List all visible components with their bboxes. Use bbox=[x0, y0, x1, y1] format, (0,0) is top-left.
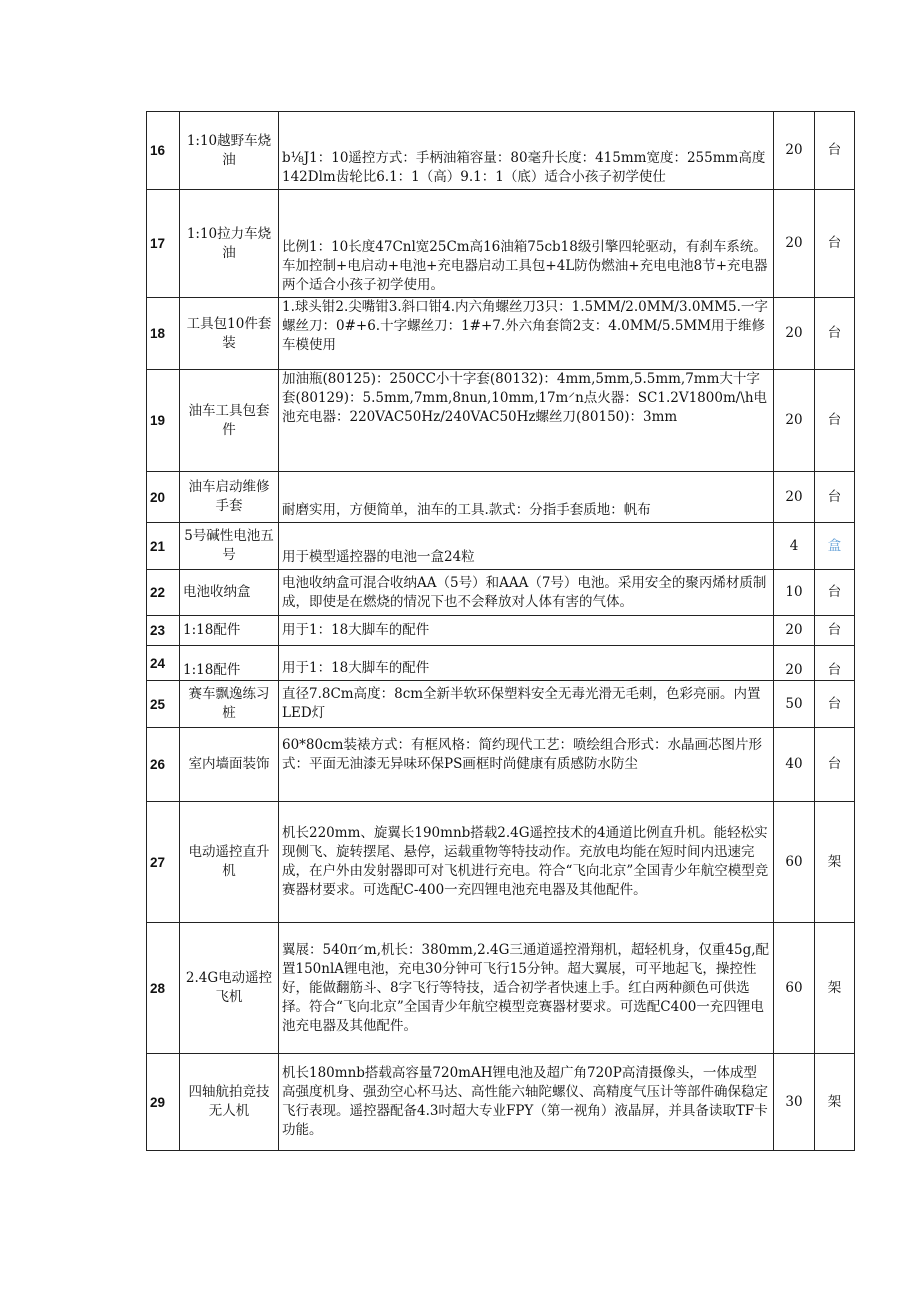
table-row bbox=[147, 472, 855, 523]
item-unit: 台 bbox=[815, 112, 855, 190]
table-row bbox=[147, 112, 855, 190]
item-unit: 台 bbox=[815, 616, 855, 646]
item-quantity: 10 bbox=[774, 570, 815, 616]
item-name: 工具包10件套装 bbox=[180, 298, 279, 370]
item-unit: 台 bbox=[815, 570, 855, 616]
row-number: 22 bbox=[147, 570, 180, 616]
item-unit: 盒 bbox=[815, 523, 855, 570]
item-name: 1:10拉力车烧油 bbox=[180, 190, 279, 298]
item-description: 电池收纳盒可混合收纳AA（5号）和AAA（7号）电池。采用安全的聚丙烯材质制成，即使是在燃烧的情况下也不会释放对人体有害的气体。 bbox=[279, 570, 774, 616]
table-row bbox=[147, 681, 855, 728]
table-row bbox=[147, 298, 855, 370]
item-quantity: 40 bbox=[774, 728, 815, 802]
table-row bbox=[147, 1054, 855, 1151]
item-description: 直径7.8Cm高度：8cm全新半软环保塑料安全无毒光滑无毛刺，色彩亮丽。内置LED灯 bbox=[279, 681, 774, 728]
item-quantity: 20 bbox=[774, 616, 815, 646]
row-number: 25 bbox=[147, 681, 180, 728]
item-name: 电池收纳盒 bbox=[180, 570, 279, 616]
item-description: 1.球头钳2.尖嘴钳3.斜口钳4.内六角螺丝刀3只：1.5MM/2.0MM/3.0MM5.一字螺丝刀：0#+6.十字螺丝刀：1#+7.外六角套筒2支：4.0MM/5.5MM用于维修车模使用 bbox=[279, 298, 774, 370]
item-quantity: 20 bbox=[774, 472, 815, 523]
table-row bbox=[147, 646, 855, 681]
item-unit: 台 bbox=[815, 190, 855, 298]
item-name: 1:18配件 bbox=[180, 616, 279, 646]
row-number: 28 bbox=[147, 923, 180, 1054]
item-name: 2.4G电动遥控飞机 bbox=[180, 923, 279, 1054]
table-row bbox=[147, 370, 855, 472]
item-description: 用于模型遥控器的电池一盒24粒 bbox=[279, 523, 774, 570]
item-description: b⅛J1：10遥控方式：手柄油箱容量：80毫升长度：415mm宽度：255mm高度142Dlm齿轮比6.1：1（高）9.1：1（底）适合小孩子初学使仕 bbox=[279, 112, 774, 190]
row-number: 23 bbox=[147, 616, 180, 646]
item-unit: 架 bbox=[815, 923, 855, 1054]
item-quantity: 30 bbox=[774, 1054, 815, 1151]
row-number: 29 bbox=[147, 1054, 180, 1151]
item-description: 机长180mnb搭载高容量720mAH锂电池及超广角720P高清摄像头，一体成型高强度机身、强劲空心杯马达、高性能六轴陀螺仪、高精度气压计等部件确保稳定飞行表现。遥控器配备4.3吋超大专业FPY（第一视角）液晶屏，并具备读取TF卡功能。 bbox=[279, 1054, 774, 1151]
item-unit: 架 bbox=[815, 1054, 855, 1151]
row-number: 18 bbox=[147, 298, 180, 370]
row-number: 17 bbox=[147, 190, 180, 298]
table-row bbox=[147, 190, 855, 298]
item-description: 用于1：18大脚车的配件 bbox=[279, 616, 774, 646]
row-number: 21 bbox=[147, 523, 180, 570]
item-name: 1:18配件 bbox=[180, 646, 279, 681]
table-row bbox=[147, 616, 855, 646]
item-name: 油车启动维修手套 bbox=[180, 472, 279, 523]
item-name: 油车工具包套件 bbox=[180, 370, 279, 472]
item-quantity: 20 bbox=[774, 298, 815, 370]
item-unit: 台 bbox=[815, 681, 855, 728]
item-unit: 台 bbox=[815, 728, 855, 802]
item-name: 赛车飘逸练习桩 bbox=[180, 681, 279, 728]
item-quantity: 20 bbox=[774, 370, 815, 472]
row-number: 20 bbox=[147, 472, 180, 523]
item-unit: 台 bbox=[815, 646, 855, 681]
item-unit: 台 bbox=[815, 298, 855, 370]
item-description: 耐磨实用，方便简单，油车的工具.款式：分指手套质地：帆布 bbox=[279, 472, 774, 523]
item-quantity: 60 bbox=[774, 802, 815, 923]
item-description: 比例1：10长度47Cnl宽25Cm高16油箱75cb18级引擎四轮驱动，有刹车系统。车加控制+电启动+电池+充电器启动工具包+4L防伪燃油+充电电池8节+充电器两个适合小孩子初学使用。 bbox=[279, 190, 774, 298]
item-unit: 台 bbox=[815, 370, 855, 472]
item-name: 5号碱性电池五号 bbox=[180, 523, 279, 570]
item-description: 60*80cm装裱方式：有框风格：简约现代工艺：喷绘组合形式：水晶画芯图片形式：平面无油漆无异味环保PS画框时尚健康有质感防水防尘 bbox=[279, 728, 774, 802]
item-name: 室内墙面装饰 bbox=[180, 728, 279, 802]
table-row bbox=[147, 802, 855, 923]
row-number: 16 bbox=[147, 112, 180, 190]
item-description: 机长220mm、旋翼长190mnb搭载2.4G遥控技术的4通道比例直升机。能轻松实现侧飞、旋转摆尾、悬停，运载重物等特技动作。充放电均能在短时间内迅速完成，在户外由发射器即可对飞机进行充电。符合“飞向北京”全国青少年航空模型竞赛器材要求。可选配C-400一充四锂电池充电器及其他配件。 bbox=[279, 802, 774, 923]
table-row bbox=[147, 728, 855, 802]
item-name: 四轴航拍竞技无人机 bbox=[180, 1054, 279, 1151]
equipment-table bbox=[146, 111, 855, 1151]
row-number: 27 bbox=[147, 802, 180, 923]
row-number: 19 bbox=[147, 370, 180, 472]
item-quantity: 20 bbox=[774, 646, 815, 681]
item-quantity: 20 bbox=[774, 190, 815, 298]
item-name: 1:10越野车烧油 bbox=[180, 112, 279, 190]
item-description: 翼展：540π⸍m,机长：380mm,2.4G三通道遥控滑翔机，超轻机身，仅重45g,配置150nlA锂电池，充电30分钟可飞行15分钟。超大翼展，可平地起飞，操控性好，能做翻筋斗、8字飞行等特技，适合初学者快速上手。红白两种颜色可供选择。符合“飞向北京”全国青少年航空模型竞赛器材要求。可选配C400一充四锂电池充电器及其他配件。 bbox=[279, 923, 774, 1054]
item-description: 加油瓶(80125)：250CC小十字套(80132)：4mm,5mm,5.5mm,7mm大十字套(80129)：5.5mm,7mm,8nun,10mm,17m⸍n点火器：SC1.2V1800m/\h电池充电器：220VAC50Hz/240VAC50Hz螺丝刀(80150)：3mm bbox=[279, 370, 774, 472]
item-name: 电动遥控直升机 bbox=[180, 802, 279, 923]
item-quantity: 4 bbox=[774, 523, 815, 570]
item-quantity: 20 bbox=[774, 112, 815, 190]
item-quantity: 50 bbox=[774, 681, 815, 728]
row-number: 24 bbox=[147, 646, 180, 681]
item-quantity: 60 bbox=[774, 923, 815, 1054]
table-row bbox=[147, 923, 855, 1054]
table-row bbox=[147, 570, 855, 616]
item-unit: 台 bbox=[815, 472, 855, 523]
table-row bbox=[147, 523, 855, 570]
row-number: 26 bbox=[147, 728, 180, 802]
item-unit: 架 bbox=[815, 802, 855, 923]
item-description: 用于1：18大脚车的配件 bbox=[279, 646, 774, 681]
